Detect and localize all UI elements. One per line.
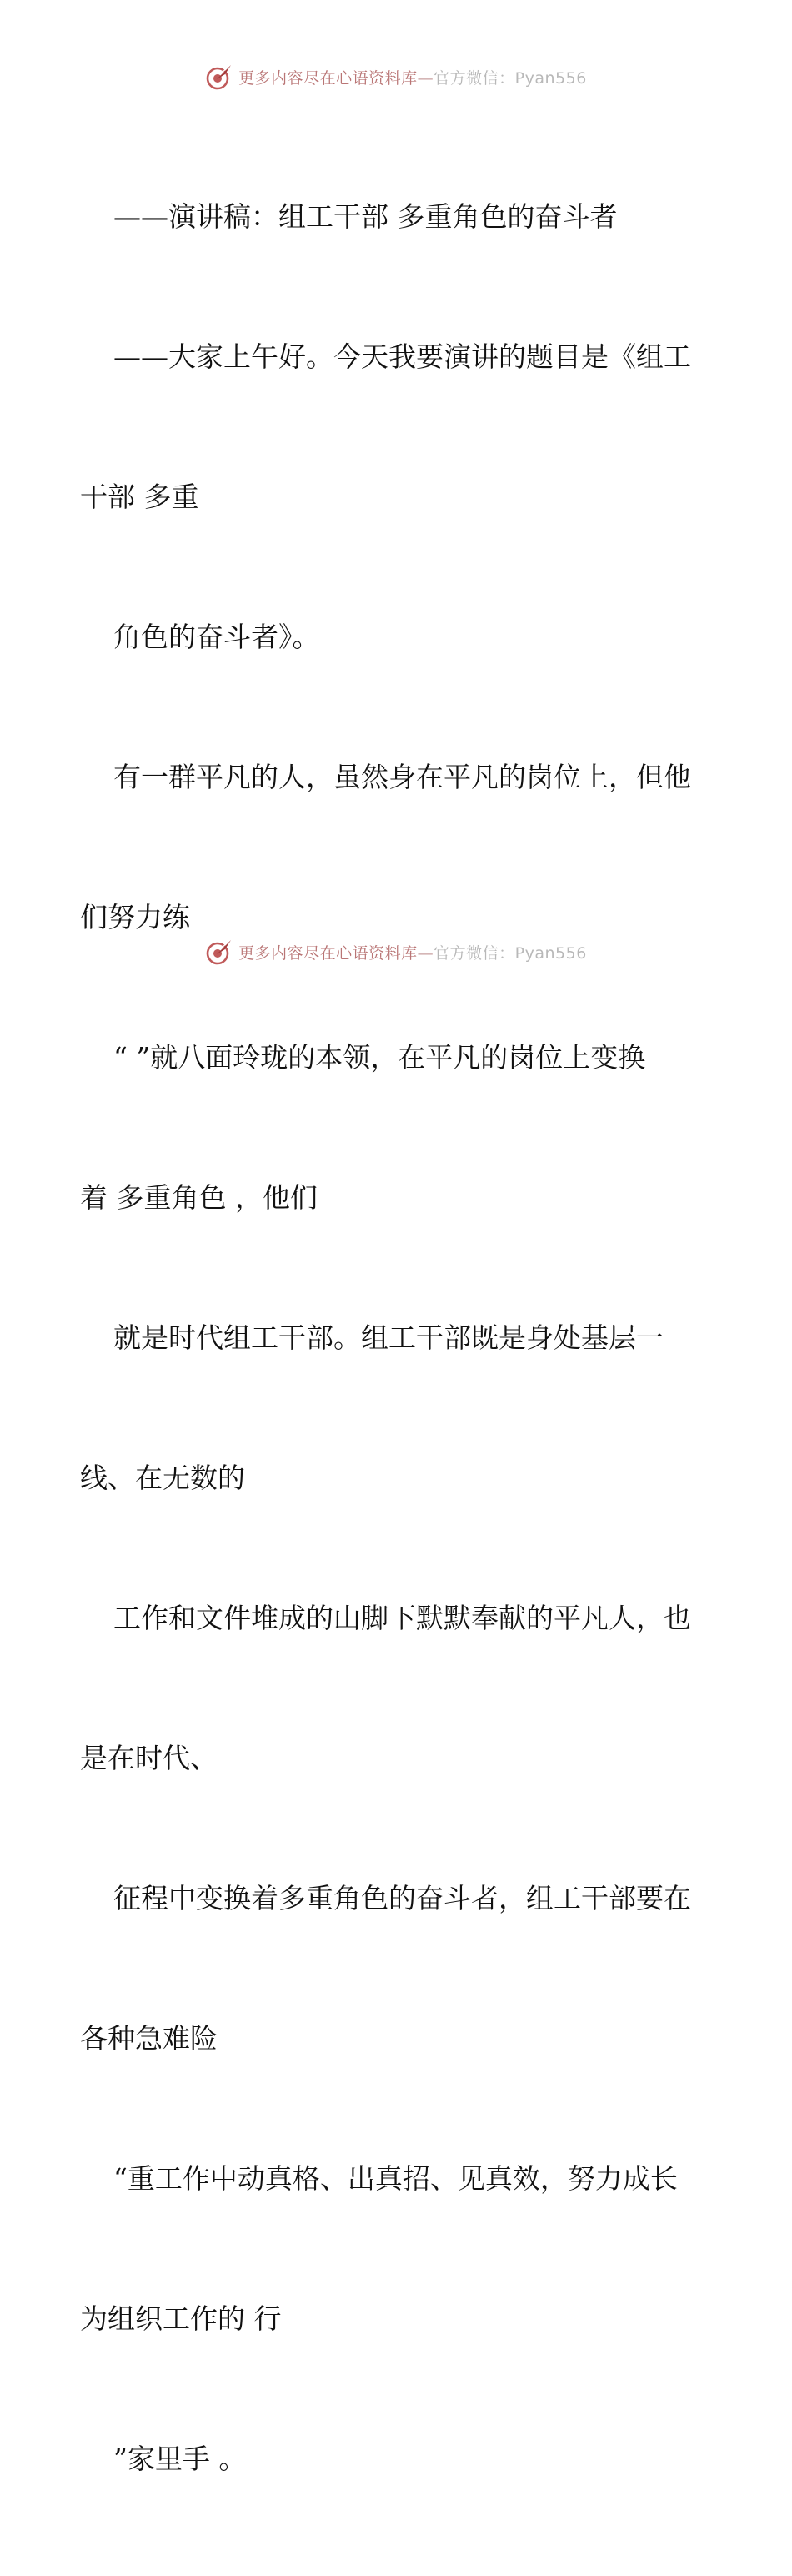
watermark-brand: 更多内容尽在心语资料库 xyxy=(238,68,418,88)
text-line: “ ”就八面玲珑的本领，在平凡的岗位上变换 xyxy=(113,1041,646,1074)
watermark-wechat: 官方微信：Pyan556 xyxy=(434,68,587,88)
text-line: 有一群平凡的人，虽然身在平凡的岗位上，但他 xyxy=(113,761,691,793)
text-line: 线、在无数的 xyxy=(80,1462,245,1494)
text-line: 是在时代、 xyxy=(80,1742,218,1774)
text-line: 工作和文件堆成的山脚下默默奉献的平凡人，也 xyxy=(113,1602,691,1634)
text-line: ——演讲稿：组工干部 多重角色的奋斗者 xyxy=(113,200,618,233)
document-body xyxy=(80,100,714,2576)
text-line: 着 多重角色 ，他们 xyxy=(80,1181,318,1214)
text-line: 角色的奋斗者》。 xyxy=(113,621,320,653)
watermark-text xyxy=(238,941,587,963)
watermark-brand: 更多内容尽在心语资料库 xyxy=(238,943,418,963)
quill-logo-icon xyxy=(205,63,233,91)
text-line: “重工作中动真格、出真招、见真效，努力成长 xyxy=(113,2162,678,2195)
watermark-wechat: 官方微信：Pyan556 xyxy=(434,943,587,963)
text-line: 就是时代组工干部。组工干部既是身处基层一 xyxy=(113,1321,664,1354)
watermark-dash: — xyxy=(417,68,434,88)
speech-text xyxy=(80,100,714,2576)
watermark-dash: — xyxy=(417,943,434,963)
text-line: 各种急难险 xyxy=(80,2022,218,2055)
text-line: 干部 多重 xyxy=(80,480,199,513)
header-watermark xyxy=(0,60,792,93)
text-line: 征程中变换着多重角色的奋斗者，组工干部要在 xyxy=(113,1882,691,1914)
text-line: ——大家上午好。今天我要演讲的题目是《组工 xyxy=(113,340,691,373)
footer-watermark xyxy=(0,935,792,969)
text-line: 们努力练 xyxy=(80,901,190,933)
quill-logo-icon xyxy=(205,938,233,966)
watermark-text xyxy=(238,66,587,88)
text-line: ”家里手 。 xyxy=(113,2443,247,2475)
text-line: 为组织工作的 行 xyxy=(80,2302,282,2335)
